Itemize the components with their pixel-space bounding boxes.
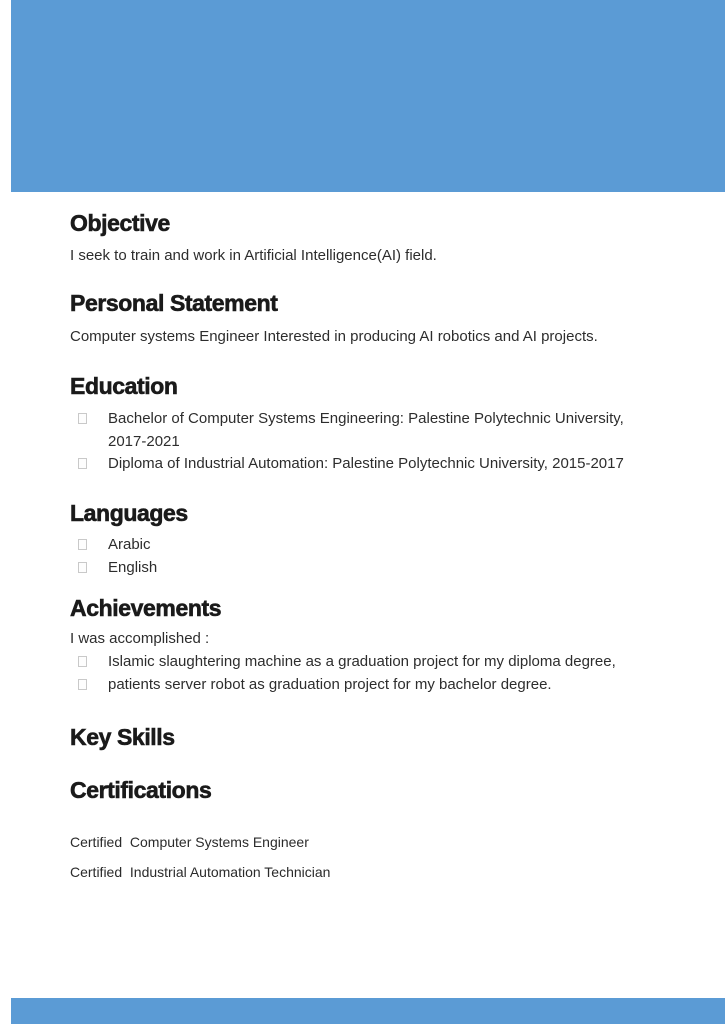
objective-section-title: Objective [70, 210, 170, 236]
education-list [70, 408, 662, 476]
achievement-item-text: Islamic slaughtering machine as a graduation project for my diploma degree, [108, 653, 616, 670]
education-item-text: Diploma of Industrial Automation: Palestine Polytechnic University, 2015-2017 [108, 455, 624, 472]
language-item [70, 557, 662, 580]
square-bullet-icon [78, 413, 87, 424]
languages-section-title: Languages [70, 500, 188, 526]
achievements-section-title: Achievements [70, 595, 222, 621]
achievements-intro-text: I was accomplished : [70, 630, 210, 647]
language-item-text: Arabic [108, 536, 151, 553]
languages-list [70, 534, 662, 579]
objective-text: I seek to train and work in Artificial Intelligence(AI) field. [70, 247, 437, 264]
certification-line: Certified Computer Systems Engineer [70, 834, 309, 850]
square-bullet-icon [78, 562, 87, 573]
education-item [70, 453, 662, 476]
personal-statement-section-title: Personal Statement [70, 290, 278, 316]
education-item-text: Bachelor of Computer Systems Engineering: Palestine Polytechnic University, 2017-2021 [108, 410, 624, 450]
header-band [11, 0, 725, 192]
certification-line: Certified Industrial Automation Technician [70, 864, 331, 880]
square-bullet-icon [78, 458, 87, 469]
footer-band [11, 998, 725, 1024]
key-skills-section-title: Key Skills [70, 724, 175, 750]
achievements-list [70, 651, 662, 696]
education-section-title: Education [70, 373, 178, 399]
square-bullet-icon [78, 539, 87, 550]
square-bullet-icon [78, 679, 87, 690]
achievement-item-text: patients server robot as graduation project for my bachelor degree. [108, 675, 552, 693]
language-item [70, 534, 662, 557]
language-item-text: English [108, 558, 158, 576]
square-bullet-icon [78, 656, 87, 667]
personal-statement-text: Computer systems Engineer Interested in producing AI robotics and AI projects. [70, 328, 598, 345]
certifications-section-title: Certifications [70, 777, 212, 803]
achievement-item [70, 674, 662, 697]
education-item [70, 408, 662, 453]
achievement-item [70, 651, 662, 674]
